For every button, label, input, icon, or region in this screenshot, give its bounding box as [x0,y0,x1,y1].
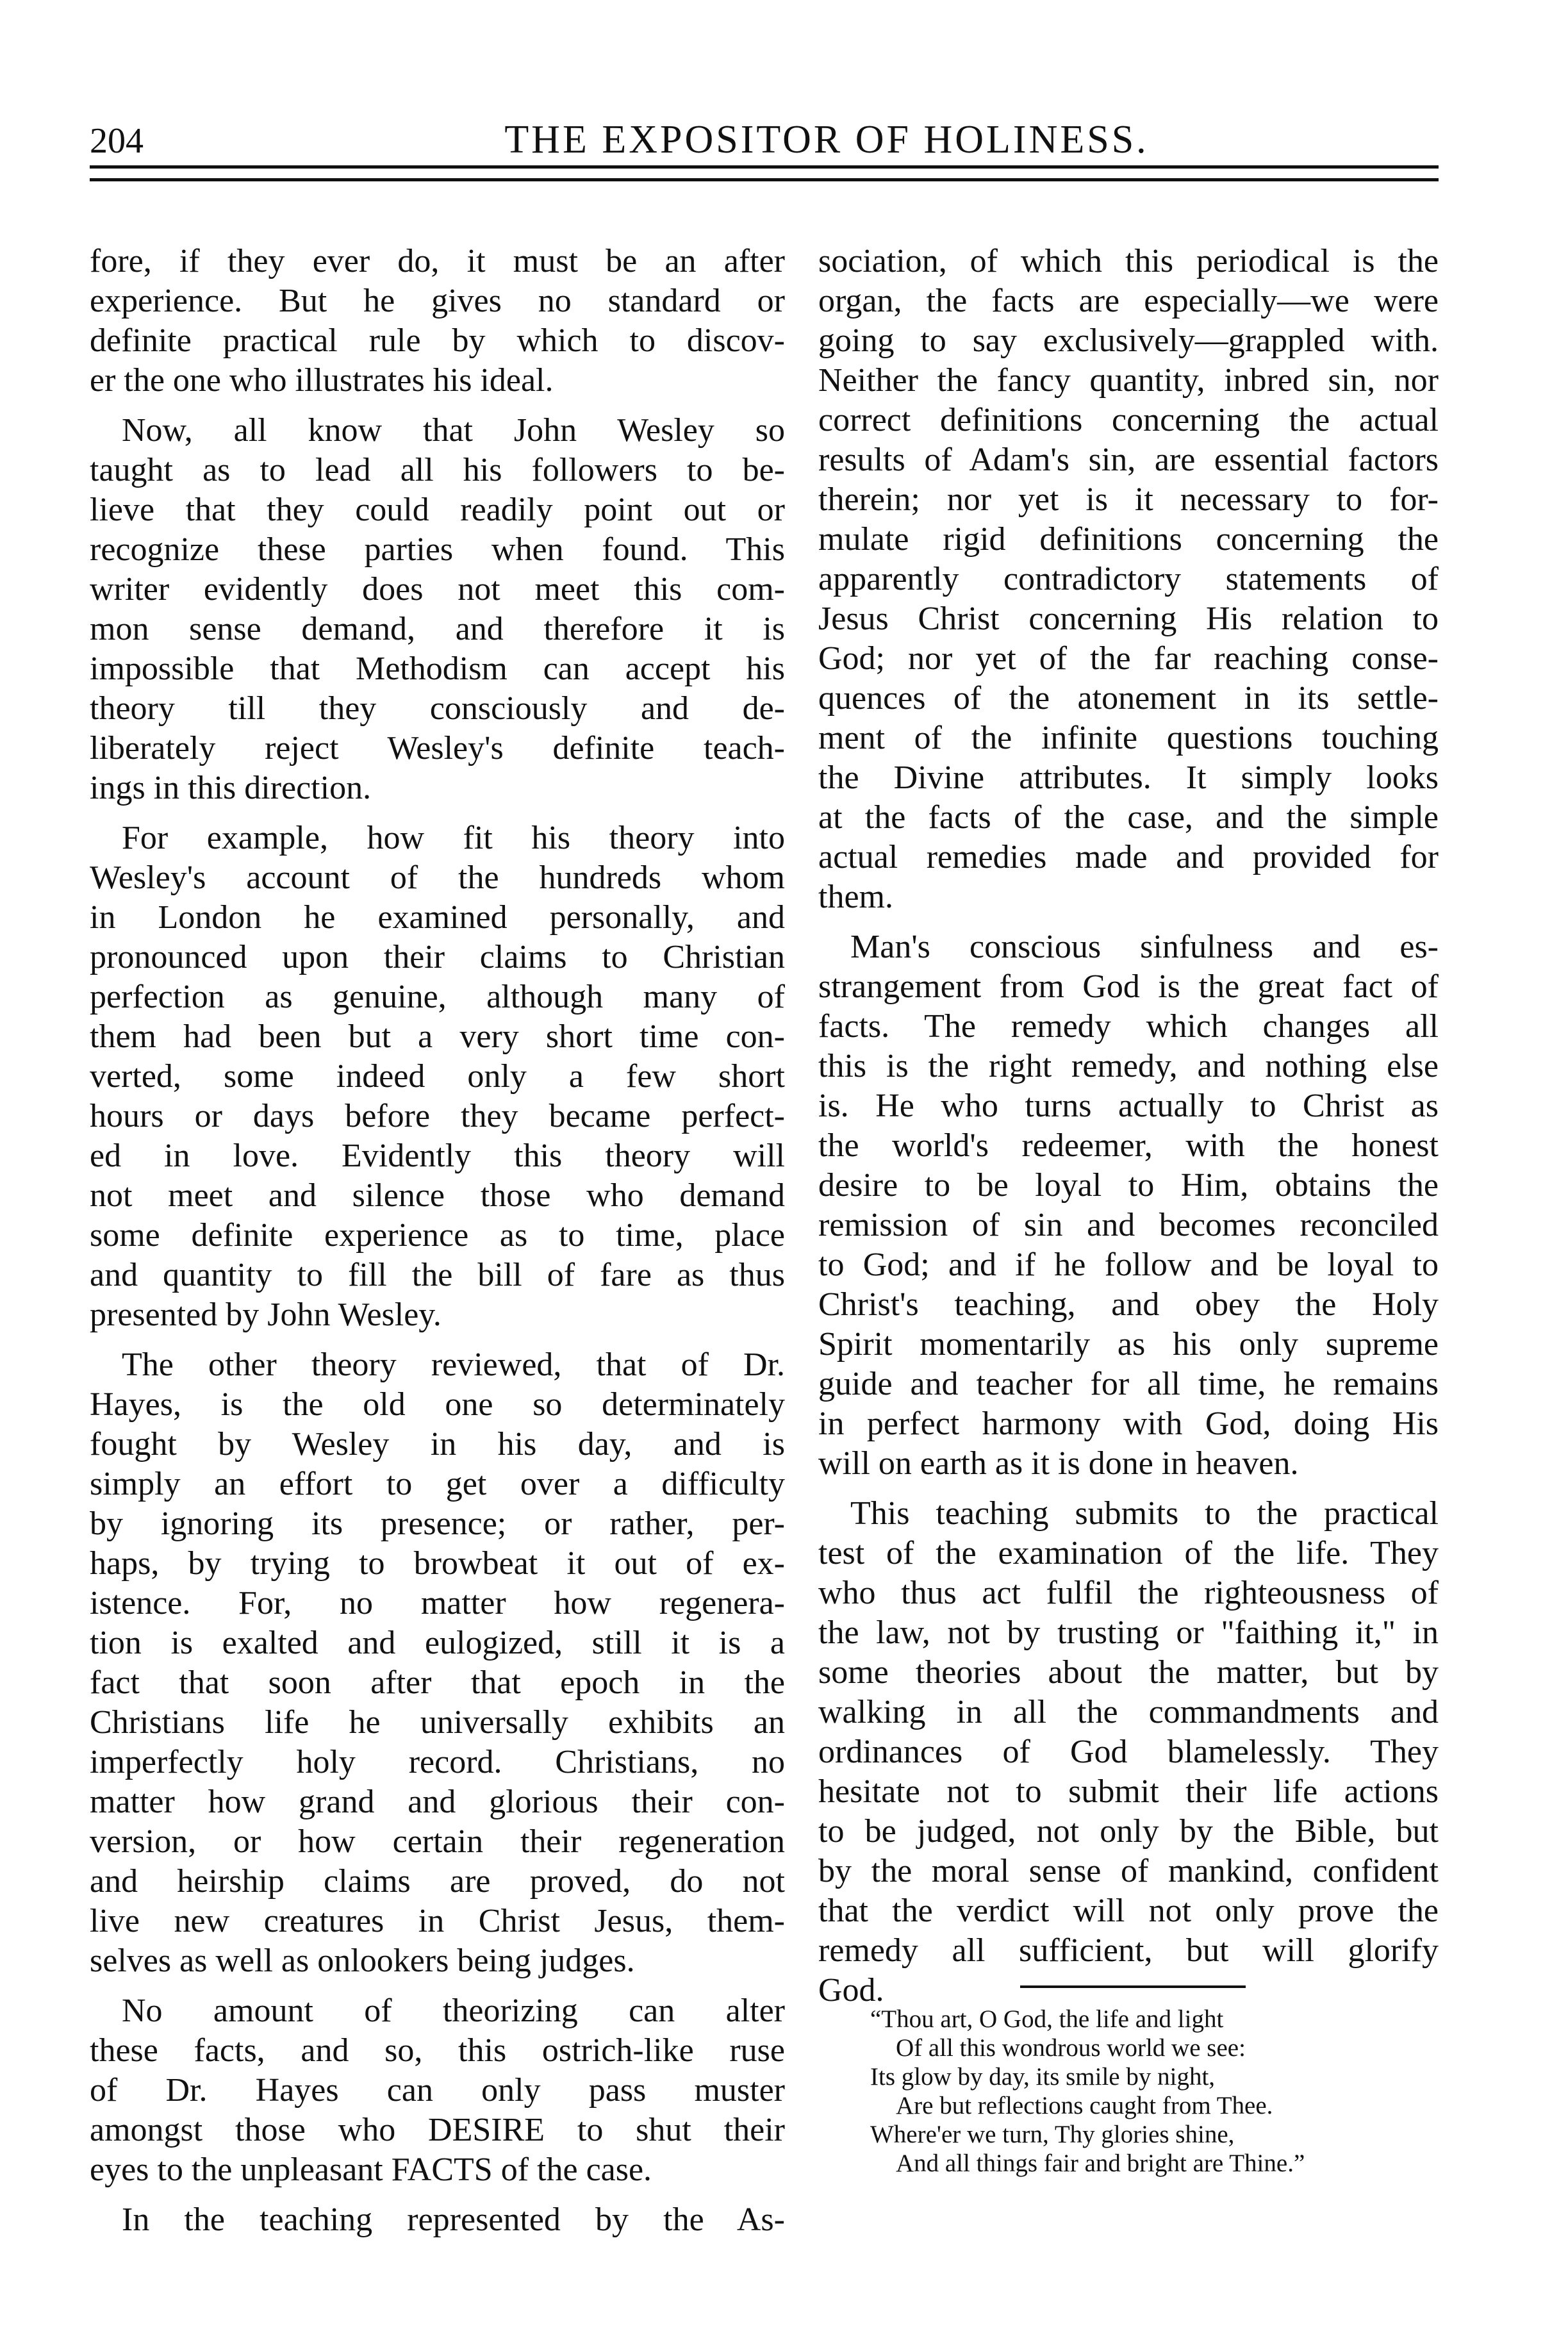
text-line: remission of sin and becomes reconciled [818,1207,1439,1243]
text-line: The other theory reviewed, that of Dr. [122,1347,785,1383]
text-line: these facts, and so, this ostrich-like ruse [90,2032,785,2069]
text-line: apparently contradictory statements of [818,561,1439,597]
text-line: This teaching submits to the practical [850,1495,1439,1532]
text-line: fore, if they ever do, it must be an after [90,243,785,279]
text-line: ordinances of God blamelessly. They [818,1734,1439,1770]
text-line: lieve that they could readily point out or [90,492,785,528]
text-line: of Dr. Hayes can only pass muster [90,2072,785,2109]
text-line: mon sense demand, and therefore it is [90,611,785,647]
text-line: results of Adam's sin, are essential factors [818,442,1439,478]
right-column [818,242,1439,2021]
text-line: by ignoring its presence; or rather, per- [90,1505,785,1542]
text-line: ment of the infinite questions touching [818,720,1439,756]
poem-line: Where'er we turn, Thy glories shine, [870,2121,1235,2148]
text-line: eyes to the unpleasant FACTS of the case. [90,2151,652,2188]
text-line: and heirship claims are proved, do not [90,1863,785,1900]
text-line: perfection as genuine, although many of [90,979,785,1015]
text-line: Man's conscious sinfulness and es- [850,929,1439,965]
text-line: imperfectly holy record. Christians, no [90,1744,785,1780]
text-line: fought by Wesley in his day, and is [90,1426,785,1463]
text-line: haps, by trying to browbeat it out of ex- [90,1545,785,1582]
text-line: verted, some indeed only a few short [90,1058,785,1095]
paragraph [90,411,785,808]
header-rule-bottom [90,178,1439,181]
text-line: desire to be loyal to Him, obtains the [818,1167,1439,1204]
page-title: THE EXPOSITOR OF HOLINESS. [504,118,1149,162]
text-line: Hayes, is the old one so determinately [90,1386,785,1423]
left-column [90,242,785,2250]
text-line: will on earth as it is done in heaven. [818,1445,1299,1482]
text-line: fact that soon after that epoch in the [90,1664,785,1701]
text-line: by the moral sense of mankind, confident [818,1853,1439,1889]
text-line: Now, all know that John Wesley so [122,412,785,449]
text-line: to God; and if he follow and be loyal to [818,1247,1439,1283]
text-line: recognize these parties when found. This [90,531,785,568]
paragraph [90,1991,785,2190]
text-line: quences of the atonement in its settle- [818,680,1439,717]
text-line: facts. The remedy which changes all [818,1008,1439,1045]
text-line: God; nor yet of the far reaching conse- [818,640,1439,677]
text-line: Christians life he universally exhibits an [90,1704,785,1741]
poem [870,2005,1305,2178]
text-line: mulate rigid definitions concerning the [818,521,1439,558]
text-line: that the verdict will not only prove the [818,1893,1439,1929]
text-line: No amount of theorizing can alter [122,1993,785,2029]
text-line: is. He who turns actually to Christ as [818,1088,1439,1124]
text-line: them had been but a very short time con- [90,1018,785,1055]
paragraph [90,818,785,1335]
text-line: live new creatures in Christ Jesus, them- [90,1903,785,1939]
text-line: istence. For, no matter how regenera- [90,1585,785,1621]
text-line: pronounced upon their claims to Christian [90,939,785,975]
text-line: taught as to lead all his followers to be- [90,452,785,488]
text-line: walking in all the commandments and [818,1694,1439,1730]
paragraph [818,242,1439,917]
text-line: some definite experience as to time, place [90,1217,785,1254]
text-line: the world's redeemer, with the honest [818,1127,1439,1164]
text-line: remedy all sufficient, but will glorify [818,1932,1439,1969]
text-line: Wesley's account of the hundreds whom [90,859,785,896]
text-line: test of the examination of the life. They [818,1535,1439,1571]
header-rule-top [90,165,1439,169]
paragraph [818,1494,1439,2010]
text-line: the Divine attributes. It simply looks [818,759,1439,796]
text-line: who thus act fulfil the righteousness of [818,1575,1439,1611]
text-line: the law, not by trusting or "faithing it," in [818,1614,1439,1651]
section-divider [1020,1985,1246,1988]
text-line: therein; nor yet is it necessary to for- [818,481,1439,518]
text-line: presented by John Wesley. [90,1297,442,1333]
text-line: theory till they consciously and de- [90,690,785,727]
text-line: not meet and silence those who demand [90,1177,785,1214]
text-line: God. [818,1972,884,2009]
paragraph [90,242,785,401]
poem-line: “Thou art, O God, the life and light [870,2005,1224,2033]
text-line: er the one who illustrates his ideal. [90,362,554,399]
paragraph [818,927,1439,1484]
text-line: some theories about the matter, but by [818,1654,1439,1691]
poem-line: Are but reflections caught from Thee. [896,2092,1273,2119]
text-line: liberately reject Wesley's definite teach- [90,730,785,766]
text-line: in London he examined personally, and [90,899,785,936]
text-line: going to say exclusively—grappled with. [818,322,1439,359]
text-line: impossible that Methodism can accept his [90,650,785,687]
text-line: strangement from God is the great fact of [818,968,1439,1005]
text-line: Christ's teaching, and obey the Holy [818,1286,1439,1323]
text-line: Jesus Christ concerning His relation to [818,601,1439,637]
text-line: Spirit momentarily as his only supreme [818,1326,1439,1363]
text-line: organ, the facts are especially—we were [818,283,1439,319]
poem-line: Of all this wondrous world we see: [896,2034,1246,2062]
poem-line: Its glow by day, its smile by night, [870,2063,1216,2091]
text-line: hesitate not to submit their life actions [818,1773,1439,1810]
text-line: definite practical rule by which to discov- [90,322,785,359]
text-line: hours or days before they became perfect- [90,1098,785,1134]
text-line: and quantity to fill the bill of fare as thus [90,1257,785,1293]
text-line: simply an effort to get over a difficulty [90,1466,785,1502]
text-line: experience. But he gives no standard or [90,283,785,319]
text-line: In the teaching represented by the As- [122,2201,785,2238]
text-line: to be judged, not only by the Bible, but [818,1813,1439,1850]
text-line: For example, how fit his theory into [122,820,785,856]
text-line: matter how grand and glorious their con- [90,1784,785,1820]
text-line: ed in love. Evidently this theory will [90,1138,785,1174]
text-line: guide and teacher for all time, he remains [818,1366,1439,1402]
text-line: selves as well as onlookers being judges. [90,1943,635,1979]
text-line: this is the right remedy, and nothing else [818,1048,1439,1084]
page-number: 204 [90,121,144,161]
paragraph [90,1345,785,1981]
text-line: tion is exalted and eulogized, still it is a [90,1625,785,1661]
text-line: amongst those who DESIRE to shut their [90,2112,785,2148]
text-line: writer evidently does not meet this com- [90,571,785,608]
poem-line: And all things fair and bright are Thine.” [896,2150,1305,2177]
text-line: sociation, of which this periodical is the [818,243,1439,279]
text-line: them. [818,879,893,915]
paragraph [90,2200,785,2240]
text-line: correct definitions concerning the actual [818,402,1439,438]
text-line: ings in this direction. [90,770,372,806]
text-line: in perfect harmony with God, doing His [818,1405,1439,1442]
text-line: actual remedies made and provided for [818,839,1439,875]
text-line: at the facts of the case, and the simple [818,799,1439,836]
text-line: Neither the fancy quantity, inbred sin, nor [818,362,1439,399]
text-line: version, or how certain their regeneration [90,1823,785,1860]
